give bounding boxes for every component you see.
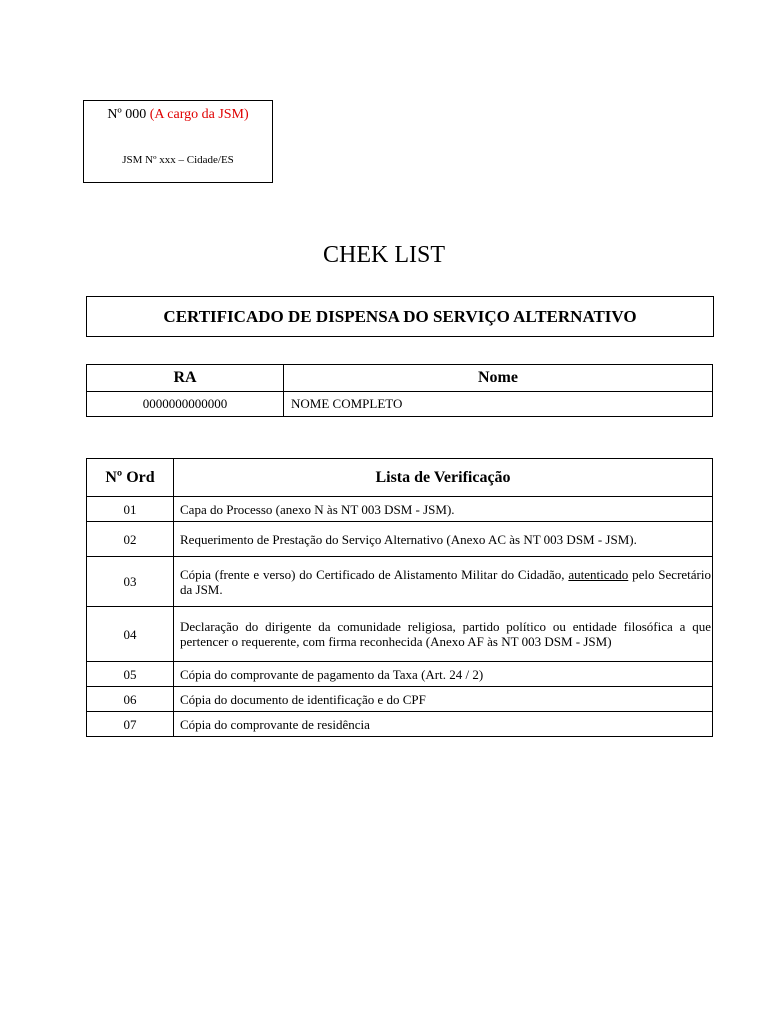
ra-header: RA — [87, 365, 284, 392]
row-item: Capa do Processo (anexo N às NT 003 DSM - JSM). — [174, 497, 713, 522]
row-ord: 05 — [87, 662, 174, 687]
ord-header: Nº Ord — [87, 459, 174, 497]
identity-row — [87, 392, 713, 417]
table-row — [87, 607, 713, 662]
identity-header-row — [87, 365, 713, 392]
checklist-table — [86, 458, 713, 737]
protocol-number: Nº 000 — [107, 107, 147, 122]
identity-table — [86, 364, 713, 417]
row-ord: 01 — [87, 497, 174, 522]
row-item: Cópia do comprovante de residência — [174, 712, 713, 737]
checklist-header-row — [87, 459, 713, 497]
row-ord: 03 — [87, 557, 174, 607]
table-row — [87, 497, 713, 522]
row-item-text: Cópia (frente e verso) do Certificado de Alistamento Militar do Cidadão, — [180, 566, 569, 582]
row-ord: 04 — [87, 607, 174, 662]
row-item: Cópia do comprovante de pagamento da Taxa (Art. 24 / 2) — [174, 662, 713, 687]
protocol-stamp-box — [83, 100, 273, 183]
table-row — [87, 712, 713, 737]
protocol-number-line — [84, 107, 272, 123]
row-item-underlined: autenticado — [568, 566, 629, 582]
jsm-line: JSM Nº xxx – Cidade/ES — [122, 154, 234, 166]
row-item: Declaração do dirigente da comunidade religiosa, partido político ou entidade filosófica a que pertencer o requerente, com firma reconhecida (Anexo AF às NT 003 DSM - JSM) — [174, 607, 713, 662]
row-item: Requerimento de Prestação do Serviço Alternativo (Anexo AC às NT 003 DSM - JSM). — [174, 522, 713, 557]
row-item — [174, 557, 713, 607]
ra-value: 0000000000000 — [87, 392, 284, 417]
row-item-text-end: pelo Secretário da JSM. — [180, 566, 712, 597]
table-row — [87, 662, 713, 687]
table-row — [87, 522, 713, 557]
certificate-title: CERTIFICADO DE DISPENSA DO SERVIÇO ALTERNATIVO — [163, 306, 637, 326]
page-title: CHEK LIST — [323, 242, 445, 268]
nome-header: Nome — [284, 365, 713, 392]
row-ord: 06 — [87, 687, 174, 712]
nome-value: NOME COMPLETO — [284, 392, 713, 417]
item-header: Lista de Verificação — [174, 459, 713, 497]
row-ord: 07 — [87, 712, 174, 737]
certificate-title-box — [86, 296, 714, 337]
row-ord: 02 — [87, 522, 174, 557]
table-row — [87, 687, 713, 712]
row-item: Cópia do documento de identificação e do CPF — [174, 687, 713, 712]
table-row — [87, 557, 713, 607]
protocol-note: (A cargo da JSM) — [149, 107, 249, 122]
